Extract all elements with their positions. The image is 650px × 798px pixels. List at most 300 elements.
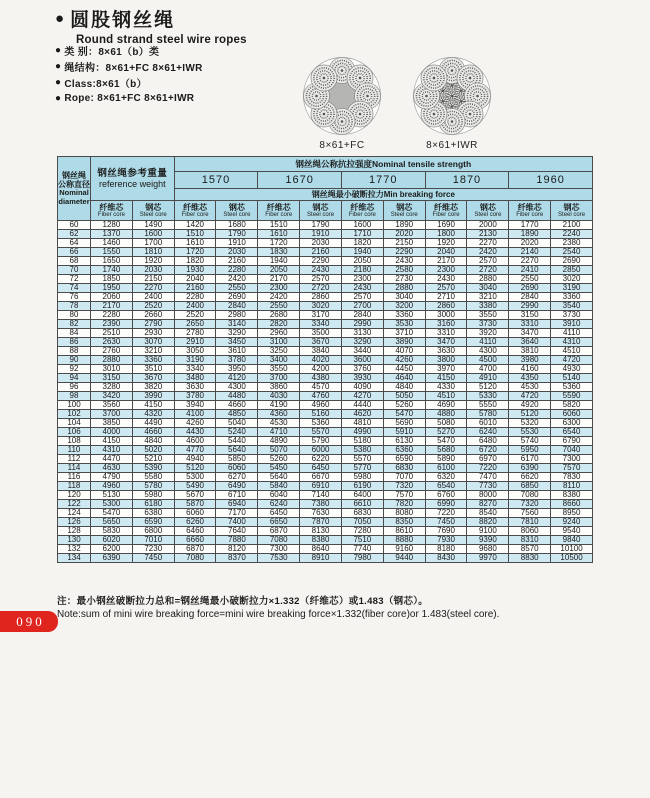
force-value-cell: 1790	[300, 221, 342, 230]
force-value-cell: 4570	[300, 383, 342, 392]
force-value-cell: 2650	[174, 320, 216, 329]
force-value-cell: 1820	[174, 257, 216, 266]
force-value-cell: 2680	[258, 311, 300, 320]
force-value-cell: 7570	[551, 464, 593, 473]
force-value-cell: 3450	[216, 338, 258, 347]
force-value-cell: 4440	[341, 401, 383, 410]
force-value-cell: 8950	[551, 509, 593, 518]
force-value-cell: 6010	[467, 419, 509, 428]
force-value-cell: 7870	[300, 518, 342, 527]
steel-core-header: 钢芯 Steel core	[132, 201, 174, 221]
force-value-cell: 2660	[132, 311, 174, 320]
force-value-cell: 5120	[467, 383, 509, 392]
force-value-cell: 7730	[467, 482, 509, 491]
force-value-cell: 6450	[258, 509, 300, 518]
force-value-cell: 5330	[467, 392, 509, 401]
force-value-cell: 4310	[551, 338, 593, 347]
force-value-cell: 6620	[509, 473, 551, 482]
strength-grade-cell: 1770	[341, 172, 425, 189]
force-value-cell: 4300	[216, 383, 258, 392]
diameter-cell: 68	[58, 257, 91, 266]
force-value-cell: 2930	[132, 329, 174, 338]
diameter-column-header: 钢丝绳 公称直径 Nominal diameter	[58, 157, 91, 221]
force-value-cell: 2270	[509, 257, 551, 266]
force-value-cell: 2700	[341, 302, 383, 311]
diameter-cell: 94	[58, 374, 91, 383]
force-value-cell: 6460	[174, 527, 216, 536]
force-value-cell: 4890	[258, 437, 300, 446]
force-value-cell: 2730	[383, 275, 425, 284]
force-value-cell: 6060	[551, 410, 593, 419]
force-value-cell: 4490	[132, 419, 174, 428]
force-value-cell: 9100	[467, 527, 509, 536]
force-value-cell: 5260	[383, 401, 425, 410]
force-value-cell: 5840	[258, 482, 300, 491]
force-value-cell: 4000	[91, 428, 133, 437]
force-value-cell: 4700	[467, 365, 509, 374]
force-value-cell: 3360	[132, 356, 174, 365]
force-value-cell: 3630	[174, 383, 216, 392]
strength-grade-cell: 1670	[258, 172, 342, 189]
bullet-icon: ●	[55, 44, 62, 56]
force-value-cell: 2380	[551, 239, 593, 248]
force-value-cell: 5770	[341, 464, 383, 473]
spec-item-label: Class:8×61（b）	[64, 78, 147, 90]
force-value-cell: 6000	[300, 446, 342, 455]
fiber-core-header: 纤维芯 Fiber core	[258, 201, 300, 221]
force-value-cell: 1280	[91, 221, 133, 230]
force-value-cell: 3530	[383, 320, 425, 329]
force-value-cell: 4630	[91, 464, 133, 473]
force-value-cell: 2420	[258, 293, 300, 302]
force-value-cell: 7640	[216, 527, 258, 536]
table-row	[58, 482, 593, 491]
force-value-cell: 7010	[132, 536, 174, 545]
force-value-cell: 2690	[216, 293, 258, 302]
force-value-cell: 3920	[467, 329, 509, 338]
force-value-cell: 8080	[383, 509, 425, 518]
force-value-cell: 2300	[341, 275, 383, 284]
force-value-cell: 2720	[300, 284, 342, 293]
force-value-cell: 5680	[425, 446, 467, 455]
force-value-cell: 4850	[216, 410, 258, 419]
force-value-cell: 4640	[383, 374, 425, 383]
force-value-cell: 2130	[467, 230, 509, 239]
force-value-cell: 2790	[132, 320, 174, 329]
fiber-core-header: 纤维芯 Fiber core	[174, 201, 216, 221]
force-value-cell: 2040	[174, 275, 216, 284]
force-value-cell: 4100	[174, 410, 216, 419]
force-value-cell: 5640	[258, 473, 300, 482]
diameter-cell: 90	[58, 356, 91, 365]
force-value-cell: 2300	[258, 284, 300, 293]
force-value-cell: 2990	[509, 302, 551, 311]
force-value-cell: 2630	[91, 338, 133, 347]
force-value-cell: 6830	[383, 464, 425, 473]
force-value-cell: 2400	[132, 293, 174, 302]
strength-grade-cell: 1870	[425, 172, 509, 189]
diameter-cell: 110	[58, 446, 91, 455]
force-value-cell: 4930	[551, 365, 593, 374]
force-value-cell: 2840	[509, 293, 551, 302]
spec-item-label: 绳结构：8×61+FC 8×61+IWR	[64, 62, 203, 74]
force-value-cell: 4620	[341, 410, 383, 419]
force-value-cell: 4260	[174, 419, 216, 428]
force-value-cell: 3980	[509, 356, 551, 365]
steel-core-header: 钢芯 Steel core	[467, 201, 509, 221]
force-value-cell: 5850	[216, 455, 258, 464]
force-value-cell: 2020	[509, 239, 551, 248]
force-value-cell: 2990	[341, 320, 383, 329]
diameter-cell: 104	[58, 419, 91, 428]
force-value-cell: 2050	[341, 257, 383, 266]
force-value-cell: 2300	[425, 266, 467, 275]
page-title: 圆股钢丝绳	[70, 10, 176, 31]
table-row	[58, 509, 593, 518]
force-value-cell: 2170	[425, 257, 467, 266]
diameter-cell: 86	[58, 338, 91, 347]
force-value-cell: 3170	[300, 311, 342, 320]
force-value-cell: 7040	[551, 446, 593, 455]
force-value-cell: 3010	[91, 365, 133, 374]
force-value-cell: 5120	[509, 410, 551, 419]
force-value-cell: 1740	[91, 266, 133, 275]
table-header	[58, 157, 593, 221]
force-value-cell: 3040	[383, 293, 425, 302]
force-value-cell: 4510	[425, 392, 467, 401]
force-value-cell: 8310	[509, 536, 551, 545]
force-value-cell: 5980	[341, 473, 383, 482]
force-value-cell: 7400	[216, 518, 258, 527]
force-value-cell: 3470	[509, 329, 551, 338]
force-value-cell: 9240	[551, 518, 593, 527]
rope-cross-section-fc	[297, 56, 387, 151]
force-value-cell: 4110	[467, 338, 509, 347]
force-value-cell: 2180	[341, 266, 383, 275]
force-value-cell: 3040	[467, 284, 509, 293]
force-value-cell: 7050	[341, 518, 383, 527]
force-value-cell: 5820	[551, 401, 593, 410]
force-value-cell: 3700	[91, 410, 133, 419]
force-value-cell: 6040	[258, 491, 300, 500]
diameter-cell: 60	[58, 221, 91, 230]
force-value-cell: 5470	[425, 437, 467, 446]
table-row	[58, 374, 593, 383]
force-value-cell: 5140	[551, 374, 593, 383]
force-value-cell: 1920	[132, 257, 174, 266]
force-value-cell: 2270	[132, 284, 174, 293]
force-value-cell: 3340	[300, 320, 342, 329]
force-value-cell: 5530	[509, 428, 551, 437]
force-value-cell: 3470	[425, 338, 467, 347]
force-value-cell: 3840	[300, 347, 342, 356]
force-value-cell: 5180	[341, 437, 383, 446]
force-value-cell: 3800	[425, 356, 467, 365]
force-value-cell: 2850	[551, 266, 593, 275]
force-value-cell: 6720	[467, 446, 509, 455]
min-breaking-force-header: 钢丝绳最小破断拉力Min breaking force	[174, 189, 592, 201]
force-value-cell: 5580	[132, 473, 174, 482]
force-value-cell: 5020	[132, 446, 174, 455]
table-row	[58, 455, 593, 464]
force-value-cell: 3480	[174, 374, 216, 383]
force-value-cell: 6100	[425, 464, 467, 473]
force-value-cell: 7220	[425, 509, 467, 518]
force-value-cell: 2150	[383, 239, 425, 248]
steel-core-header: 钢芯 Steel core	[216, 201, 258, 221]
force-value-cell: 4690	[425, 401, 467, 410]
table-row	[58, 329, 593, 338]
force-value-cell: 2570	[425, 284, 467, 293]
force-value-cell: 2860	[425, 302, 467, 311]
force-value-cell: 1800	[425, 230, 467, 239]
force-value-cell: 4920	[509, 401, 551, 410]
force-value-cell: 6390	[91, 554, 133, 563]
force-value-cell: 2520	[174, 311, 216, 320]
fiber-core-header: 纤维芯 Fiber core	[425, 201, 467, 221]
force-value-cell: 5300	[91, 500, 133, 509]
force-value-cell: 6650	[258, 518, 300, 527]
force-value-cell: 2690	[509, 284, 551, 293]
force-value-cell: 2420	[467, 248, 509, 257]
force-value-cell: 3200	[383, 302, 425, 311]
force-value-cell: 2020	[383, 230, 425, 239]
force-value-cell: 4430	[174, 428, 216, 437]
note-cn: 注：最小钢丝破断拉力总和=钢丝绳最小破断拉力×1.332（纤维芯）或1.483（钢芯）。	[57, 596, 429, 607]
force-value-cell: 6990	[425, 500, 467, 509]
fiber-core-header: 纤维芯 Fiber core	[341, 201, 383, 221]
force-value-cell: 8120	[216, 545, 258, 554]
force-value-cell: 3810	[509, 347, 551, 356]
force-value-cell: 3070	[132, 338, 174, 347]
force-value-cell: 4470	[91, 455, 133, 464]
force-value-cell: 7470	[467, 473, 509, 482]
force-value-cell: 6060	[216, 464, 258, 473]
force-value-cell: 5640	[216, 446, 258, 455]
force-value-cell: 5390	[132, 464, 174, 473]
table-row	[58, 311, 593, 320]
spec-item-label: Rope: 8×61+FC 8×61+IWR	[64, 92, 195, 104]
diameter-cell: 98	[58, 392, 91, 401]
force-value-cell: 6390	[509, 464, 551, 473]
diameter-cell: 96	[58, 383, 91, 392]
force-value-cell: 7080	[509, 491, 551, 500]
force-value-cell: 3560	[91, 401, 133, 410]
force-value-cell: 2040	[425, 248, 467, 257]
steel-core-header: 钢芯 Steel core	[300, 201, 342, 221]
force-value-cell: 2880	[467, 275, 509, 284]
force-value-cell: 4960	[91, 482, 133, 491]
force-value-cell: 5910	[383, 428, 425, 437]
force-value-cell: 7690	[425, 527, 467, 536]
force-value-cell: 5950	[509, 446, 551, 455]
note-en: Note:sum of mini wire breaking force=mini wire breaking force×1.332(fiber core)or 1.483(steel core).	[57, 609, 500, 620]
force-value-cell: 2030	[132, 266, 174, 275]
force-value-cell: 8060	[509, 527, 551, 536]
force-value-cell: 4660	[216, 401, 258, 410]
force-value-cell: 7320	[509, 500, 551, 509]
force-value-cell: 2030	[300, 239, 342, 248]
diameter-cell: 66	[58, 248, 91, 257]
table-row	[58, 365, 593, 374]
force-value-cell: 8130	[300, 527, 342, 536]
force-value-cell: 1690	[425, 221, 467, 230]
force-value-cell: 10500	[551, 554, 593, 563]
force-value-cell: 4090	[341, 383, 383, 392]
force-value-cell: 6380	[132, 509, 174, 518]
spec-item-label: 类 别：8×61（b）类	[64, 46, 160, 58]
diameter-cell: 128	[58, 527, 91, 536]
force-value-cell: 4360	[258, 410, 300, 419]
force-value-cell: 1700	[132, 239, 174, 248]
force-value-cell: 5260	[258, 455, 300, 464]
force-value-cell: 6850	[509, 482, 551, 491]
force-value-cell: 4770	[174, 446, 216, 455]
force-value-cell: 2170	[258, 275, 300, 284]
force-value-cell: 8610	[383, 527, 425, 536]
force-value-cell: 4150	[425, 374, 467, 383]
diameter-cell: 70	[58, 266, 91, 275]
force-value-cell: 1490	[132, 221, 174, 230]
force-value-cell: 7830	[551, 473, 593, 482]
force-value-cell: 4810	[341, 419, 383, 428]
table-row	[58, 536, 593, 545]
force-value-cell: 3550	[467, 311, 509, 320]
force-value-cell: 1680	[216, 221, 258, 230]
force-value-cell: 5830	[91, 527, 133, 536]
table-row	[58, 257, 593, 266]
force-value-cell: 3290	[216, 329, 258, 338]
force-value-cell: 3860	[258, 383, 300, 392]
diameter-cell: 108	[58, 437, 91, 446]
force-value-cell: 3420	[91, 392, 133, 401]
force-value-cell: 4030	[258, 392, 300, 401]
diameter-cell: 76	[58, 293, 91, 302]
force-value-cell: 2880	[91, 356, 133, 365]
diameter-cell: 78	[58, 302, 91, 311]
force-value-cell: 2760	[91, 347, 133, 356]
force-value-cell: 3160	[425, 320, 467, 329]
force-value-cell: 8430	[425, 554, 467, 563]
force-value-cell: 3210	[467, 293, 509, 302]
force-value-cell: 6760	[425, 491, 467, 500]
force-value-cell: 5360	[551, 383, 593, 392]
force-value-cell: 3910	[551, 320, 593, 329]
table-row	[58, 392, 593, 401]
diameter-cell: 132	[58, 545, 91, 554]
table-row	[58, 473, 593, 482]
table-row	[58, 221, 593, 230]
force-value-cell: 1850	[91, 275, 133, 284]
force-value-cell: 4840	[132, 437, 174, 446]
force-value-cell: 8910	[300, 554, 342, 563]
table-row	[58, 356, 593, 365]
force-value-cell: 2160	[174, 284, 216, 293]
force-value-cell: 2000	[467, 221, 509, 230]
force-value-cell: 3540	[551, 302, 593, 311]
fiber-core-header: 纤维芯 Fiber core	[509, 201, 551, 221]
force-value-cell: 6790	[551, 437, 593, 446]
force-value-cell: 5210	[132, 455, 174, 464]
force-value-cell: 5160	[300, 410, 342, 419]
breaking-force-table	[57, 156, 593, 563]
spec-item-rope-en	[55, 90, 203, 106]
table-row	[58, 302, 593, 311]
force-value-cell: 5070	[258, 446, 300, 455]
force-value-cell: 6910	[300, 482, 342, 491]
force-value-cell: 3000	[425, 311, 467, 320]
force-value-cell: 2270	[467, 239, 509, 248]
force-value-cell: 8110	[551, 482, 593, 491]
table-row	[58, 500, 593, 509]
diameter-cell: 64	[58, 239, 91, 248]
force-value-cell: 3700	[258, 374, 300, 383]
force-value-cell: 6190	[341, 482, 383, 491]
force-value-cell: 5470	[91, 509, 133, 518]
force-value-cell: 6260	[174, 518, 216, 527]
force-value-cell: 9680	[467, 545, 509, 554]
force-value-cell: 3760	[341, 365, 383, 374]
force-value-cell: 9840	[551, 536, 593, 545]
fiber-core-header: 纤维芯 Fiber core	[91, 201, 133, 221]
reference-weight-header: 钢丝绳参考重量 reference weight	[91, 157, 175, 201]
force-value-cell: 3670	[132, 374, 174, 383]
diameter-cell: 122	[58, 500, 91, 509]
force-value-cell: 6590	[383, 455, 425, 464]
table-row	[58, 518, 593, 527]
force-value-cell: 3670	[300, 338, 342, 347]
force-value-cell: 5780	[132, 482, 174, 491]
force-value-cell: 4660	[132, 428, 174, 437]
force-value-cell: 6540	[425, 482, 467, 491]
force-value-cell: 3630	[425, 347, 467, 356]
force-value-cell: 2580	[383, 266, 425, 275]
force-value-cell: 4990	[341, 428, 383, 437]
table-row	[58, 437, 593, 446]
force-value-cell: 5790	[300, 437, 342, 446]
force-value-cell: 2400	[174, 302, 216, 311]
diameter-cell: 82	[58, 320, 91, 329]
force-value-cell: 2510	[91, 329, 133, 338]
force-value-cell: 2170	[91, 302, 133, 311]
table-row	[58, 338, 593, 347]
strength-grade-cell: 1570	[174, 172, 258, 189]
force-value-cell: 4710	[258, 428, 300, 437]
force-value-cell: 3730	[551, 311, 593, 320]
force-value-cell: 2150	[132, 275, 174, 284]
force-value-cell: 5980	[132, 491, 174, 500]
force-value-cell: 2050	[258, 266, 300, 275]
force-value-cell: 1460	[91, 239, 133, 248]
force-value-cell: 2980	[216, 311, 258, 320]
steel-core-header: 钢芯 Steel core	[383, 201, 425, 221]
force-value-cell: 5490	[174, 482, 216, 491]
force-value-cell: 5590	[551, 392, 593, 401]
diameter-cell: 62	[58, 230, 91, 239]
force-value-cell: 2520	[132, 302, 174, 311]
diameter-cell: 84	[58, 329, 91, 338]
force-value-cell: 7230	[132, 545, 174, 554]
rope-cross-section-iwr	[407, 56, 497, 151]
force-value-cell: 2280	[216, 266, 258, 275]
bullet-icon: ●	[55, 60, 62, 72]
page-subtitle: Round strand steel wire ropes	[76, 34, 247, 46]
force-value-cell: 3360	[551, 293, 593, 302]
force-value-cell: 2160	[300, 248, 342, 257]
force-value-cell: 6870	[174, 545, 216, 554]
force-value-cell: 2710	[425, 293, 467, 302]
force-value-cell: 6590	[132, 518, 174, 527]
